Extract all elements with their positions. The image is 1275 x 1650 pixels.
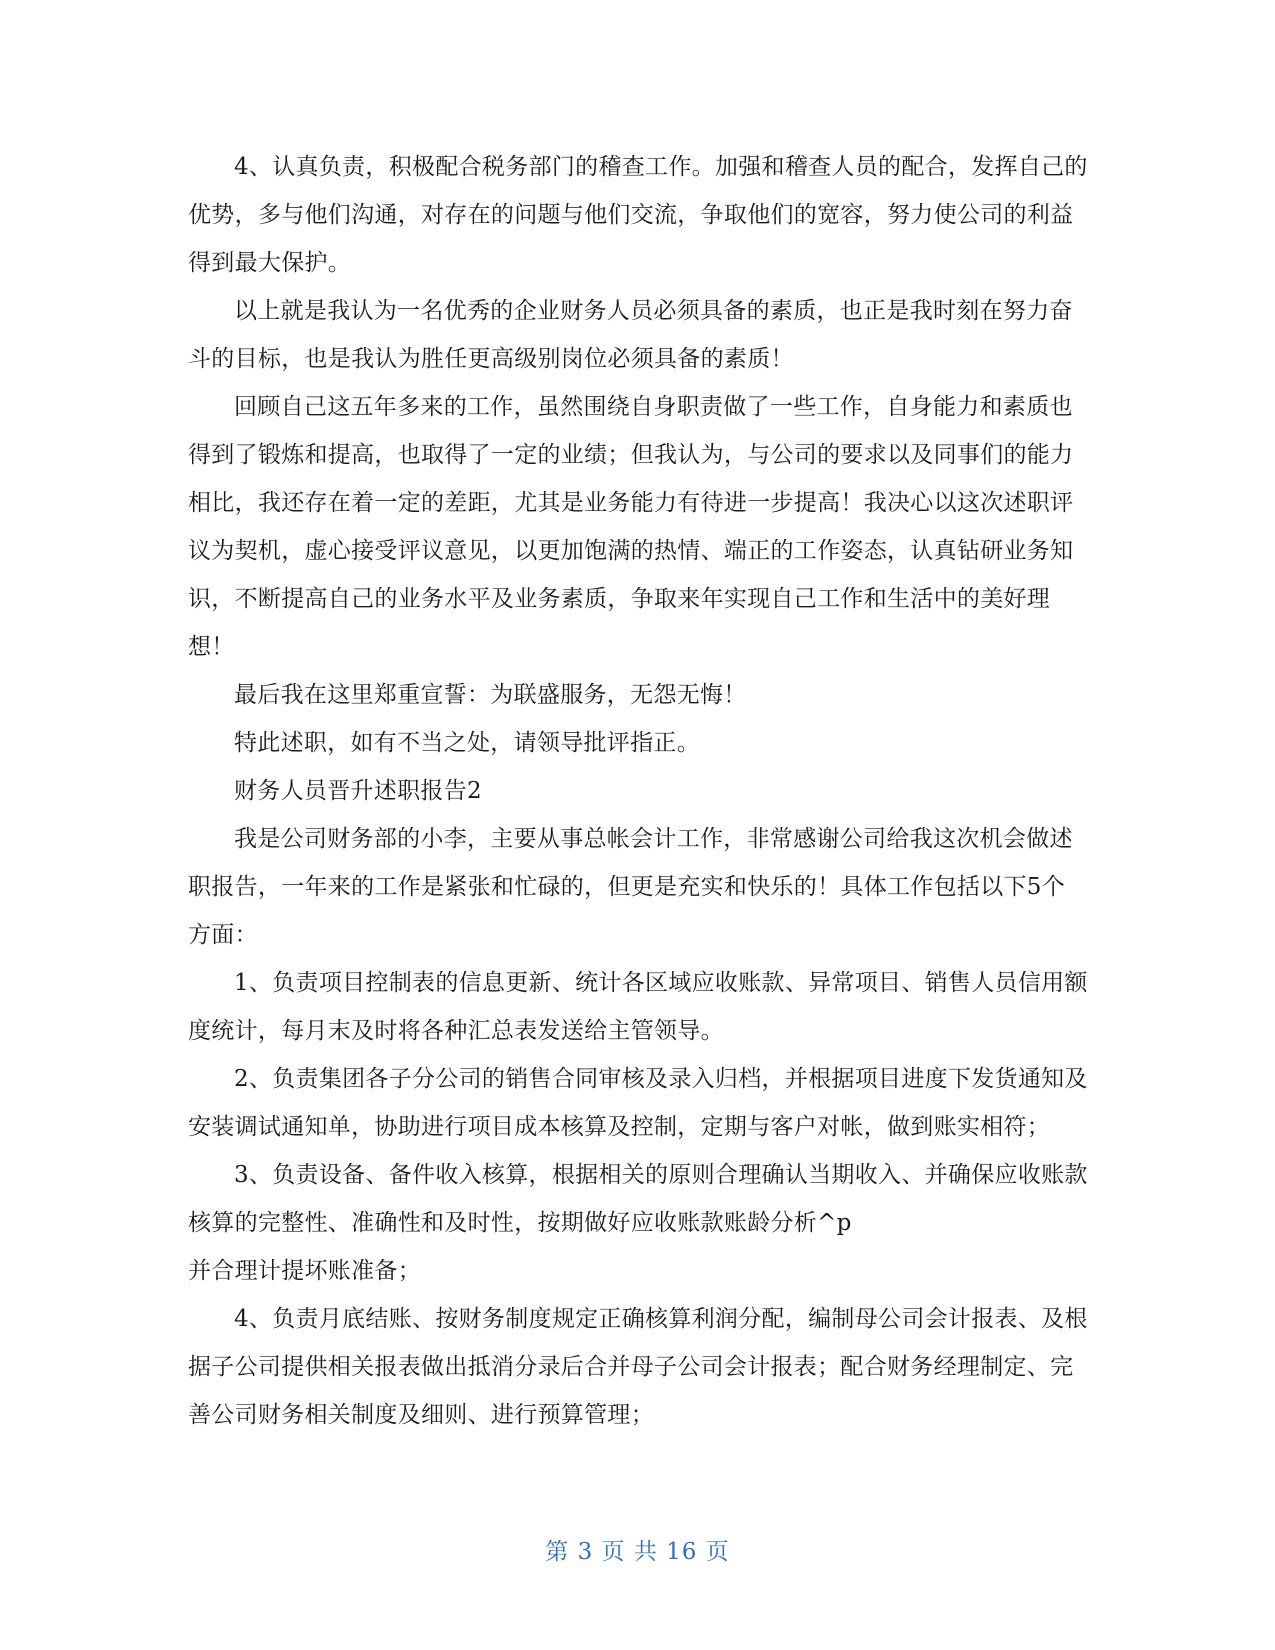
paragraph-introduction: 我是公司财务部的小李，主要从事总帐会计工作，非常感谢公司给我这次机会做述职报告，一年来的工作是紧张和忙碌的，但更是充实和快乐的！具体工作包括以下5个方面： bbox=[188, 826, 1073, 948]
section-heading-report-2: 财务人员晋升述职报告2 bbox=[234, 778, 482, 804]
paragraph-item-2: 2、负责集团各子分公司的销售合同审核及录入归档，并根据项目进度下发货通知及安装调试通知单，协助进行项目成本核算及控制，定期与客户对帐，做到账实相符； bbox=[188, 1066, 1088, 1140]
page-number-footer: 第 3 页 共 16 页 bbox=[545, 1539, 730, 1565]
paragraph-item-4: 4、负责月底结账、按财务制度规定正确核算利润分配，编制母公司会计报表、及根据子公司提供相关报表做出抵消分录后合并母子公司会计报表；配合财务经理制定、完善公司财务相关制度及细则、进行预算管理； bbox=[188, 1306, 1088, 1428]
document-body bbox=[188, 143, 1088, 1439]
paragraph-item-3: 3、负责设备、备件收入核算，根据相关的原则合理确认当期收入、并确保应收账款核算的完整性、准确性和及时性，按期做好应收账款账龄分析^p bbox=[188, 1162, 1088, 1236]
paragraph-item-3-continued: 并合理计提坏账准备； bbox=[188, 1258, 421, 1284]
paragraph-item-1: 1、负责项目控制表的信息更新、统计各区域应收账款、异常项目、销售人员信用额度统计，每月末及时将各种汇总表发送给主管领导。 bbox=[188, 970, 1088, 1044]
paragraph-tax-audit-cooperation: 4、认真负责，积极配合税务部门的稽查工作。加强和稽查人员的配合，发挥自己的优势，多与他们沟通，对存在的问题与他们交流，争取他们的宽容，努力使公司的利益得到最大保护。 bbox=[188, 154, 1088, 276]
paragraph-five-year-review: 回顾自己这五年多来的工作，虽然围绕自身职责做了一些工作，自身能力和素质也得到了锻炼和提高，也取得了一定的业绩；但我认为，与公司的要求以及同事们的能力相比，我还存在着一定的差距，尤其是业务能力有待进一步提高！我决心以这次述职评议为契机，虚心接受评议意见，以更加饱满的热情、端正的工作姿态，认真钻研业务知识，不断提高自己的业务水平及业务素质，争取来年实现自己工作和生活中的美好理想！ bbox=[188, 394, 1074, 660]
paragraph-qualities-summary: 以上就是我认为一名优秀的企业财务人员必须具备的素质，也正是我时刻在努力奋斗的目标，也是我认为胜任更高级别岗位必须具备的素质！ bbox=[188, 298, 1073, 372]
paragraph-oath: 最后我在这里郑重宣誓：为联盛服务，无怨无悔！ bbox=[234, 682, 747, 708]
paragraph-closing-remark: 特此述职，如有不当之处，请领导批评指正。 bbox=[234, 730, 700, 756]
